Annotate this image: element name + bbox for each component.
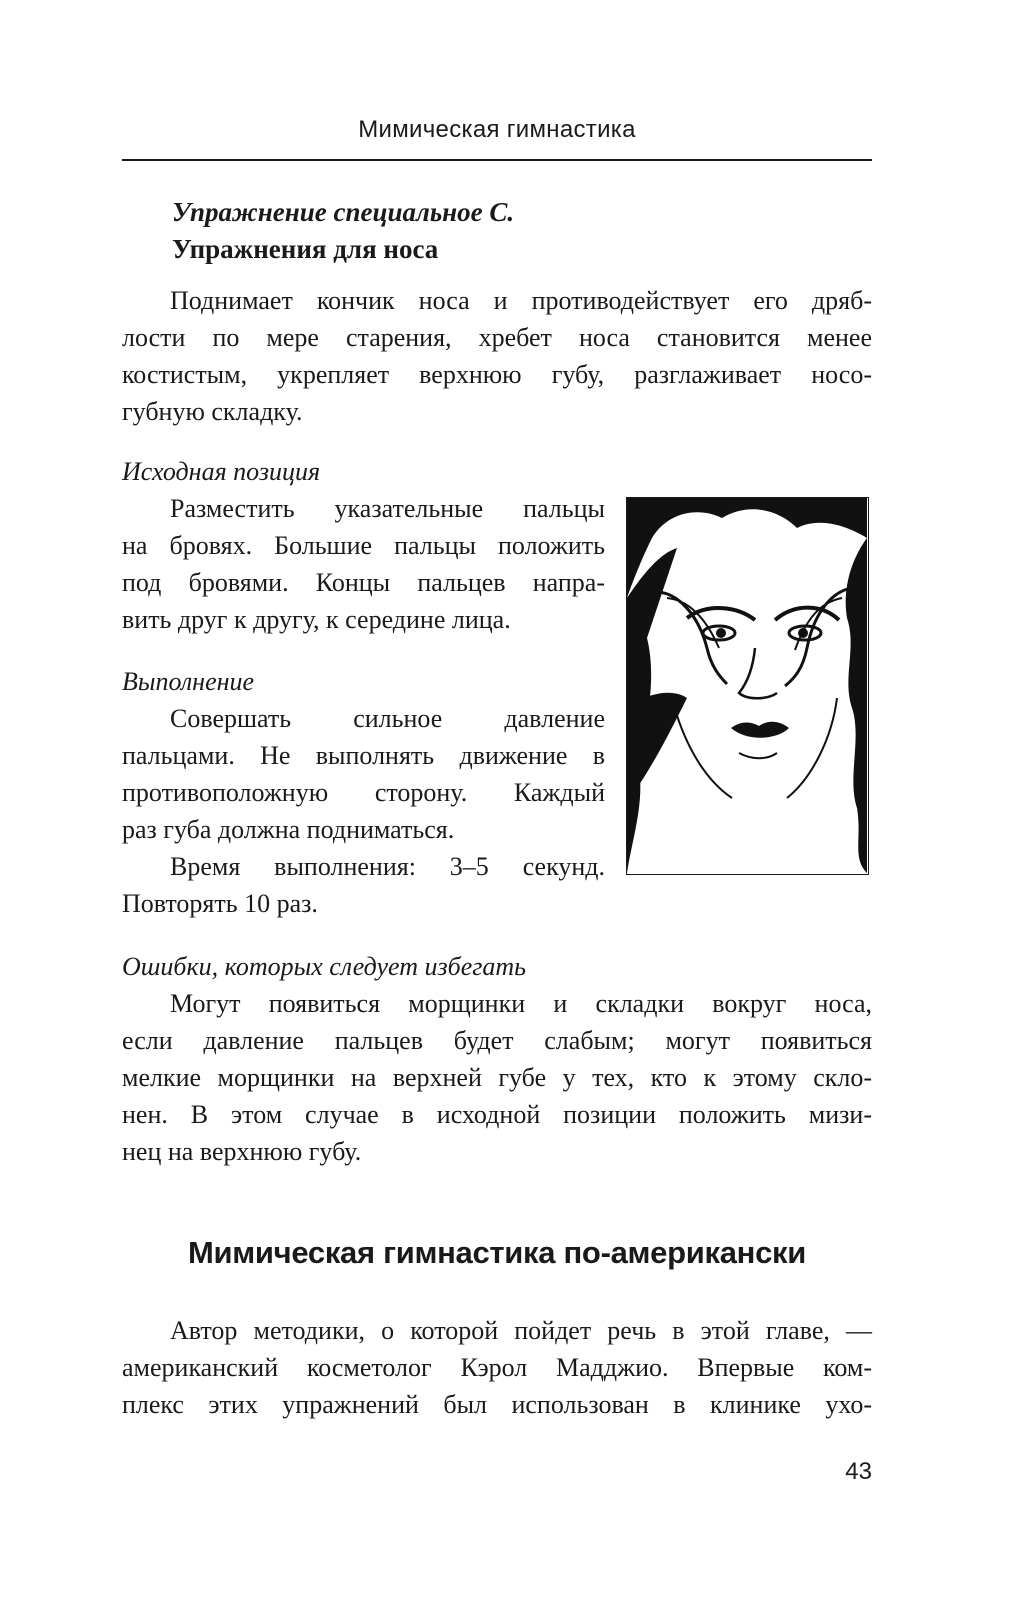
exec-line: пальцами. Не выполнять движение в — [122, 741, 605, 770]
face-exercise-illustration — [626, 497, 869, 875]
execution-text — [122, 700, 605, 922]
section-text — [122, 1312, 872, 1423]
time-line: Повторять 10 раз. — [122, 889, 318, 918]
page-number: 43 — [845, 1458, 872, 1485]
exercise-intro — [122, 282, 872, 430]
start-line: на бровях. Большие пальцы положить — [122, 531, 605, 560]
exercise-title — [172, 194, 514, 268]
start-line: вить друг к другу, к середине лица. — [122, 605, 511, 634]
errors-line: если давление пальцев будет слабым; могут появиться — [122, 1026, 872, 1055]
section-line: плекс этих упражнений был использован в клинике ухо- — [122, 1390, 872, 1419]
exec-line: раз губа должна подниматься. — [122, 815, 455, 844]
section-line: Автор методики, о которой пойдет речь в этой главе, — — [170, 1316, 872, 1345]
running-header: Мимическая гимнастика — [358, 116, 636, 143]
start-line: под бровями. Концы пальцев напра- — [122, 568, 605, 597]
section-line: американский косметолог Кэрол Мадджио. Впервые ком- — [122, 1353, 872, 1382]
start-line: Разместить указательные пальцы — [170, 494, 605, 523]
start-position-heading: Исходная позиция — [122, 457, 321, 486]
intro-line: костистым, укрепляет верхнюю губу, разглаживает носо- — [122, 360, 872, 389]
errors-line: мелкие морщинки на верхней губе у тех, кто к этому скло- — [122, 1063, 872, 1092]
execution-heading: Выполнение — [122, 667, 255, 696]
exec-line: противоположную сторону. Каждый — [122, 778, 605, 807]
errors-line: Могут появиться морщинки и складки вокруг носа, — [170, 989, 872, 1018]
errors-heading: Ошибки, которых следует избегать — [122, 952, 526, 981]
errors-line: нен. В этом случае в исходной позиции положить мизи- — [122, 1100, 872, 1129]
errors-text — [122, 985, 872, 1170]
intro-line: лости по мере старения, хребет носа становится менее — [122, 323, 872, 352]
header-rule — [122, 159, 872, 161]
start-position-text — [122, 490, 605, 638]
section-heading: Мимическая гимнастика по-американски — [188, 1235, 806, 1270]
face-drawing — [627, 498, 867, 873]
intro-line: губную складку. — [122, 397, 303, 426]
exec-line: Совершать сильное давление — [170, 704, 605, 733]
exercise-title-italic: Упражнение специальное С. — [172, 197, 515, 227]
time-line: Время выполнения: 3–5 секунд. — [170, 852, 605, 881]
errors-line: нец на верхнюю губу. — [122, 1137, 362, 1166]
intro-line: Поднимает кончик носа и противодействует его дряб- — [170, 286, 872, 315]
exercise-title-bold: Упражнения для носа — [172, 234, 439, 264]
